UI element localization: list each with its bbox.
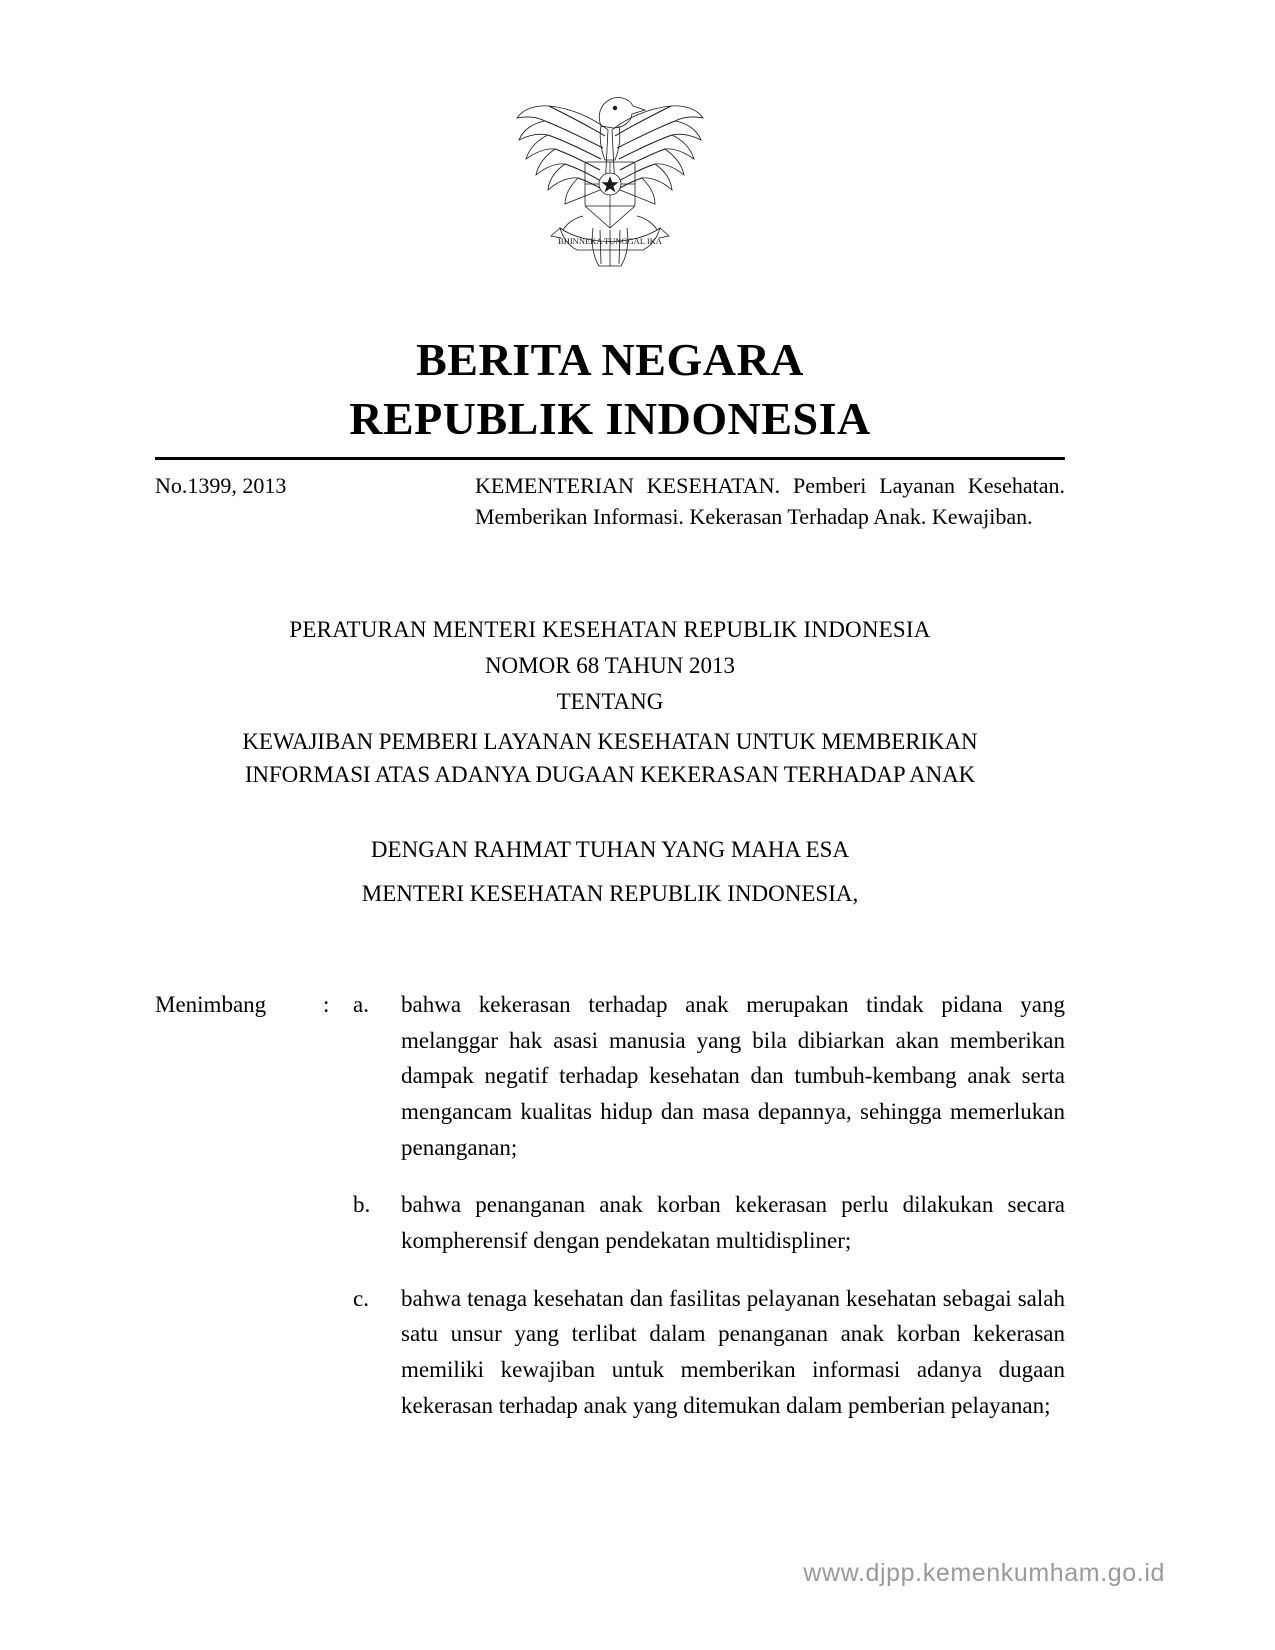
consideration-text: bahwa kekerasan terhadap anak merupakan tindak pidana yang melanggar hak asasi manusia yang bila dibiarkan akan memberikan dampak negatif terhadap kesehatan dan tumbuh-kembang anak serta mengancam kualitas hidup dan masa depannya, sehingga memerlukan penanganan; <box>401 992 1065 1160</box>
regulation-title-line-2: NOMOR 68 TAHUN 2013 <box>484 652 736 678</box>
footer-watermark-url: www.djpp.kemenkumham.go.id <box>803 1559 1165 1587</box>
considerations-label: Menimbang <box>155 992 267 1018</box>
divine-line-2: MENTERI KESEHATAN REPUBLIK INDONESIA, <box>361 880 859 906</box>
considerations-section <box>155 987 1065 1423</box>
considerations-colon-spacer <box>323 1281 353 1424</box>
regulation-subject <box>155 725 1065 792</box>
masthead-divider <box>155 457 1065 460</box>
regulation-title <box>155 612 1065 719</box>
consideration-letter: b. <box>353 1192 371 1218</box>
consideration-letter: a. <box>353 992 369 1018</box>
consideration-text: bahwa tenaga kesehatan dan fasilitas pelayanan kesehatan sebagai salah satu unsur yang terlibat dalam penanganan anak korban kekerasan memiliki kewajiban untuk memberikan informasi adanya dugaan kekerasan terhadap anak yang ditemukan dalam pemberian pelayanan; <box>401 1285 1065 1418</box>
masthead <box>155 331 1065 449</box>
regulation-subject-line-1: KEWAJIBAN PEMBERI LAYANAN KESEHATAN UNTUK MEMBERIKAN <box>242 729 978 755</box>
document-content <box>155 0 1065 1445</box>
regulation-title-line-1: PERATURAN MENTERI KESEHATAN REPUBLIK INDONESIA <box>289 617 931 643</box>
consideration-item <box>155 1281 1065 1424</box>
consideration-letter: c. <box>353 1285 369 1311</box>
considerations-colon: : <box>323 992 330 1018</box>
garuda-pancasila-emblem <box>505 78 715 293</box>
considerations-label-spacer <box>155 1187 323 1258</box>
gazette-subject: KEMENTERIAN KESEHATAN. Pemberi Layanan Kesehatan. Memberikan Informasi. Kekerasan Terhadap Anak. Kewajiban. <box>475 472 1065 529</box>
divine-invocation <box>155 828 1065 915</box>
masthead-line-2: REPUBLIK INDONESIA <box>349 392 871 444</box>
considerations-label-spacer <box>155 1281 323 1424</box>
emblem-container <box>155 78 1065 293</box>
consideration-text: bahwa penanganan anak korban kekerasan perlu dilakukan secara kompherensif dengan pendekatan multidispliner; <box>401 1192 1065 1254</box>
masthead-line-1: BERITA NEGARA <box>416 334 804 385</box>
considerations-colon-spacer <box>323 1187 353 1258</box>
divine-line-1: DENGAN RAHMAT TUHAN YANG MAHA ESA <box>370 836 850 862</box>
emblem-motto: BHINNEKA TUNGGAL IKA <box>558 236 662 246</box>
gazette-number: No.1399, 2013 <box>155 472 287 498</box>
header-row <box>155 470 1065 532</box>
consideration-item <box>155 1187 1065 1258</box>
regulation-title-line-3: TENTANG <box>556 688 664 714</box>
consideration-item <box>155 987 1065 1165</box>
regulation-subject-line-2: INFORMASI ATAS ADANYA DUGAAN KEKERASAN TERHADAP ANAK <box>244 762 976 788</box>
